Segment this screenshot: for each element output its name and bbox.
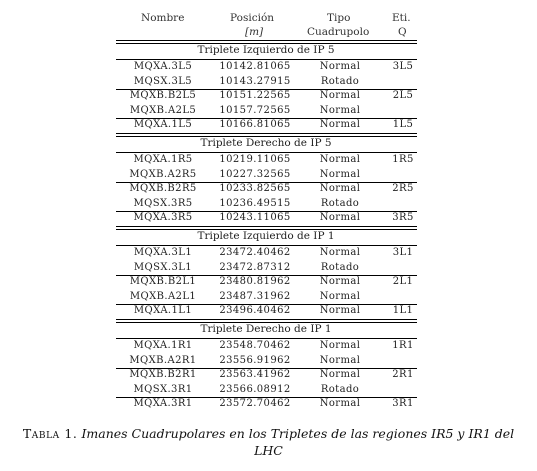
cell-tipo: Normal — [319, 212, 361, 223]
cell-etiqueta: 1R5 — [392, 154, 414, 165]
section-double-rule-bottom — [116, 43, 417, 44]
cell-nombre: MQXA.3R5 — [133, 212, 193, 223]
section-title-rule — [116, 152, 417, 153]
cell-etiqueta: 1L1 — [392, 305, 414, 316]
section-double-rule-top — [116, 40, 417, 41]
group-rule — [116, 368, 417, 369]
cell-etiqueta: 1R1 — [392, 340, 414, 351]
cell-nombre: MQXA.1L5 — [133, 119, 193, 130]
cell-tipo: Normal — [319, 340, 361, 351]
group-rule — [116, 118, 417, 119]
group-rule — [116, 304, 417, 305]
cell-tipo: Rotado — [320, 75, 360, 87]
cell-tipo: Normal — [319, 354, 361, 366]
cell-nombre: MQXB.A2R5 — [129, 168, 197, 180]
cell-nombre: MQXA.1R5 — [133, 154, 193, 165]
cell-nombre: MQXA.3R1 — [133, 398, 193, 409]
cell-posicion: 23563.41962 — [219, 369, 291, 380]
cell-etiqueta: 3R5 — [392, 212, 414, 223]
cell-posicion: 23472.40462 — [219, 247, 291, 258]
cell-etiqueta: 3L1 — [392, 247, 414, 258]
group-rule — [116, 397, 417, 398]
cell-tipo: Rotado — [320, 383, 360, 395]
caption-text-continued: LHC — [254, 443, 283, 458]
cell-etiqueta: 2R1 — [392, 369, 414, 380]
cell-nombre: MQSX.3R1 — [133, 383, 193, 395]
section-double-rule-top — [116, 319, 417, 320]
cell-tipo: Normal — [319, 119, 361, 130]
cell-posicion: 23566.08912 — [219, 383, 291, 395]
section-title: Triplete Derecho de IP 1 — [200, 323, 332, 335]
cell-posicion: 23487.31962 — [219, 290, 291, 302]
cell-nombre: MQXA.3L5 — [133, 61, 193, 72]
cell-posicion: 10243.11065 — [219, 212, 291, 223]
header-cuadrupolo: Cuadrupolo — [307, 26, 370, 38]
caption-text: Imanes Cuadrupolares en los Tripletes de las regiones IR5 y IR1 del — [81, 426, 515, 441]
cell-posicion: 10236.49515 — [219, 197, 291, 209]
cell-tipo: Normal — [319, 183, 361, 194]
cell-tipo: Normal — [319, 168, 361, 180]
cell-tipo: Normal — [319, 398, 361, 409]
section-double-rule-top — [116, 133, 417, 134]
cell-tipo: Normal — [319, 104, 361, 116]
cell-nombre: MQXB.B2L1 — [129, 276, 197, 287]
cell-nombre: MQXB.B2R1 — [129, 369, 197, 380]
cell-posicion: 23572.70462 — [219, 398, 291, 409]
cell-posicion: 23496.40462 — [219, 305, 291, 316]
cell-etiqueta: 2L5 — [392, 90, 414, 101]
cell-nombre: MQXA.1R1 — [133, 340, 193, 351]
cell-nombre: MQSX.3R5 — [133, 197, 193, 209]
group-rule — [116, 89, 417, 90]
section-double-rule-bottom — [116, 136, 417, 137]
cell-tipo: Normal — [319, 276, 361, 287]
section-title: Triplete Izquierdo de IP 5 — [197, 44, 335, 56]
cell-posicion: 10143.27915 — [219, 75, 291, 87]
cell-nombre: MQXB.A2L1 — [129, 290, 197, 302]
cell-etiqueta: 2L1 — [392, 276, 414, 287]
cell-posicion: 23548.70462 — [219, 340, 291, 351]
header-posicion: Posición — [230, 12, 275, 24]
group-rule — [116, 275, 417, 276]
cell-etiqueta: 3R1 — [392, 398, 414, 409]
header-posicion-unit: [m] — [245, 26, 264, 38]
cell-tipo: Normal — [319, 369, 361, 380]
header-nombre: Nombre — [141, 12, 185, 24]
cell-nombre: MQXB.B2R5 — [129, 183, 197, 194]
cell-nombre: MQXB.A2L5 — [129, 104, 197, 116]
cell-posicion: 10227.32565 — [219, 168, 291, 180]
section-title-rule — [116, 338, 417, 339]
section-title: Triplete Derecho de IP 5 — [200, 137, 332, 149]
cell-tipo: Normal — [319, 154, 361, 165]
cell-etiqueta: 2R5 — [392, 183, 414, 194]
cell-tipo: Normal — [319, 305, 361, 316]
cell-tipo: Normal — [319, 61, 361, 72]
cell-nombre: MQXB.A2R1 — [129, 354, 197, 366]
header-tipo: Tipo — [327, 12, 351, 24]
cell-nombre: MQSX.3L5 — [133, 75, 193, 87]
section-double-rule-bottom — [116, 322, 417, 323]
cell-tipo: Normal — [319, 90, 361, 101]
group-rule — [116, 182, 417, 183]
cell-posicion: 10151.22565 — [219, 90, 291, 101]
cell-nombre: MQXB.B2L5 — [129, 90, 197, 101]
cell-etiqueta: 1L5 — [392, 119, 414, 130]
header-q: Q — [398, 26, 407, 38]
cell-posicion: 23480.81962 — [219, 276, 291, 287]
cell-posicion: 10157.72565 — [219, 104, 291, 116]
cell-tipo: Normal — [319, 247, 361, 258]
header-eti: Eti. — [392, 12, 411, 24]
cell-tipo: Normal — [319, 290, 361, 302]
section-title-rule — [116, 245, 417, 246]
cell-posicion: 10233.82565 — [219, 183, 291, 194]
cell-nombre: MQSX.3L1 — [133, 261, 193, 273]
table-caption — [0, 425, 537, 459]
cell-posicion: 10219.11065 — [219, 154, 291, 165]
cell-nombre: MQXA.3L1 — [133, 247, 193, 258]
cell-posicion: 23556.91962 — [219, 354, 291, 366]
section-title: Triplete Izquierdo de IP 1 — [197, 230, 335, 242]
section-double-rule-top — [116, 226, 417, 227]
cell-nombre: MQXA.1L1 — [133, 305, 193, 316]
cell-posicion: 10142.81065 — [219, 61, 291, 72]
caption-label: Tabla 1. — [22, 426, 78, 441]
cell-posicion: 23472.87312 — [219, 261, 291, 273]
group-rule — [116, 211, 417, 212]
cell-tipo: Rotado — [320, 261, 360, 273]
cell-tipo: Rotado — [320, 197, 360, 209]
section-title-rule — [116, 59, 417, 60]
section-double-rule-bottom — [116, 229, 417, 230]
cell-etiqueta: 3L5 — [392, 61, 414, 72]
cell-posicion: 10166.81065 — [219, 119, 291, 130]
